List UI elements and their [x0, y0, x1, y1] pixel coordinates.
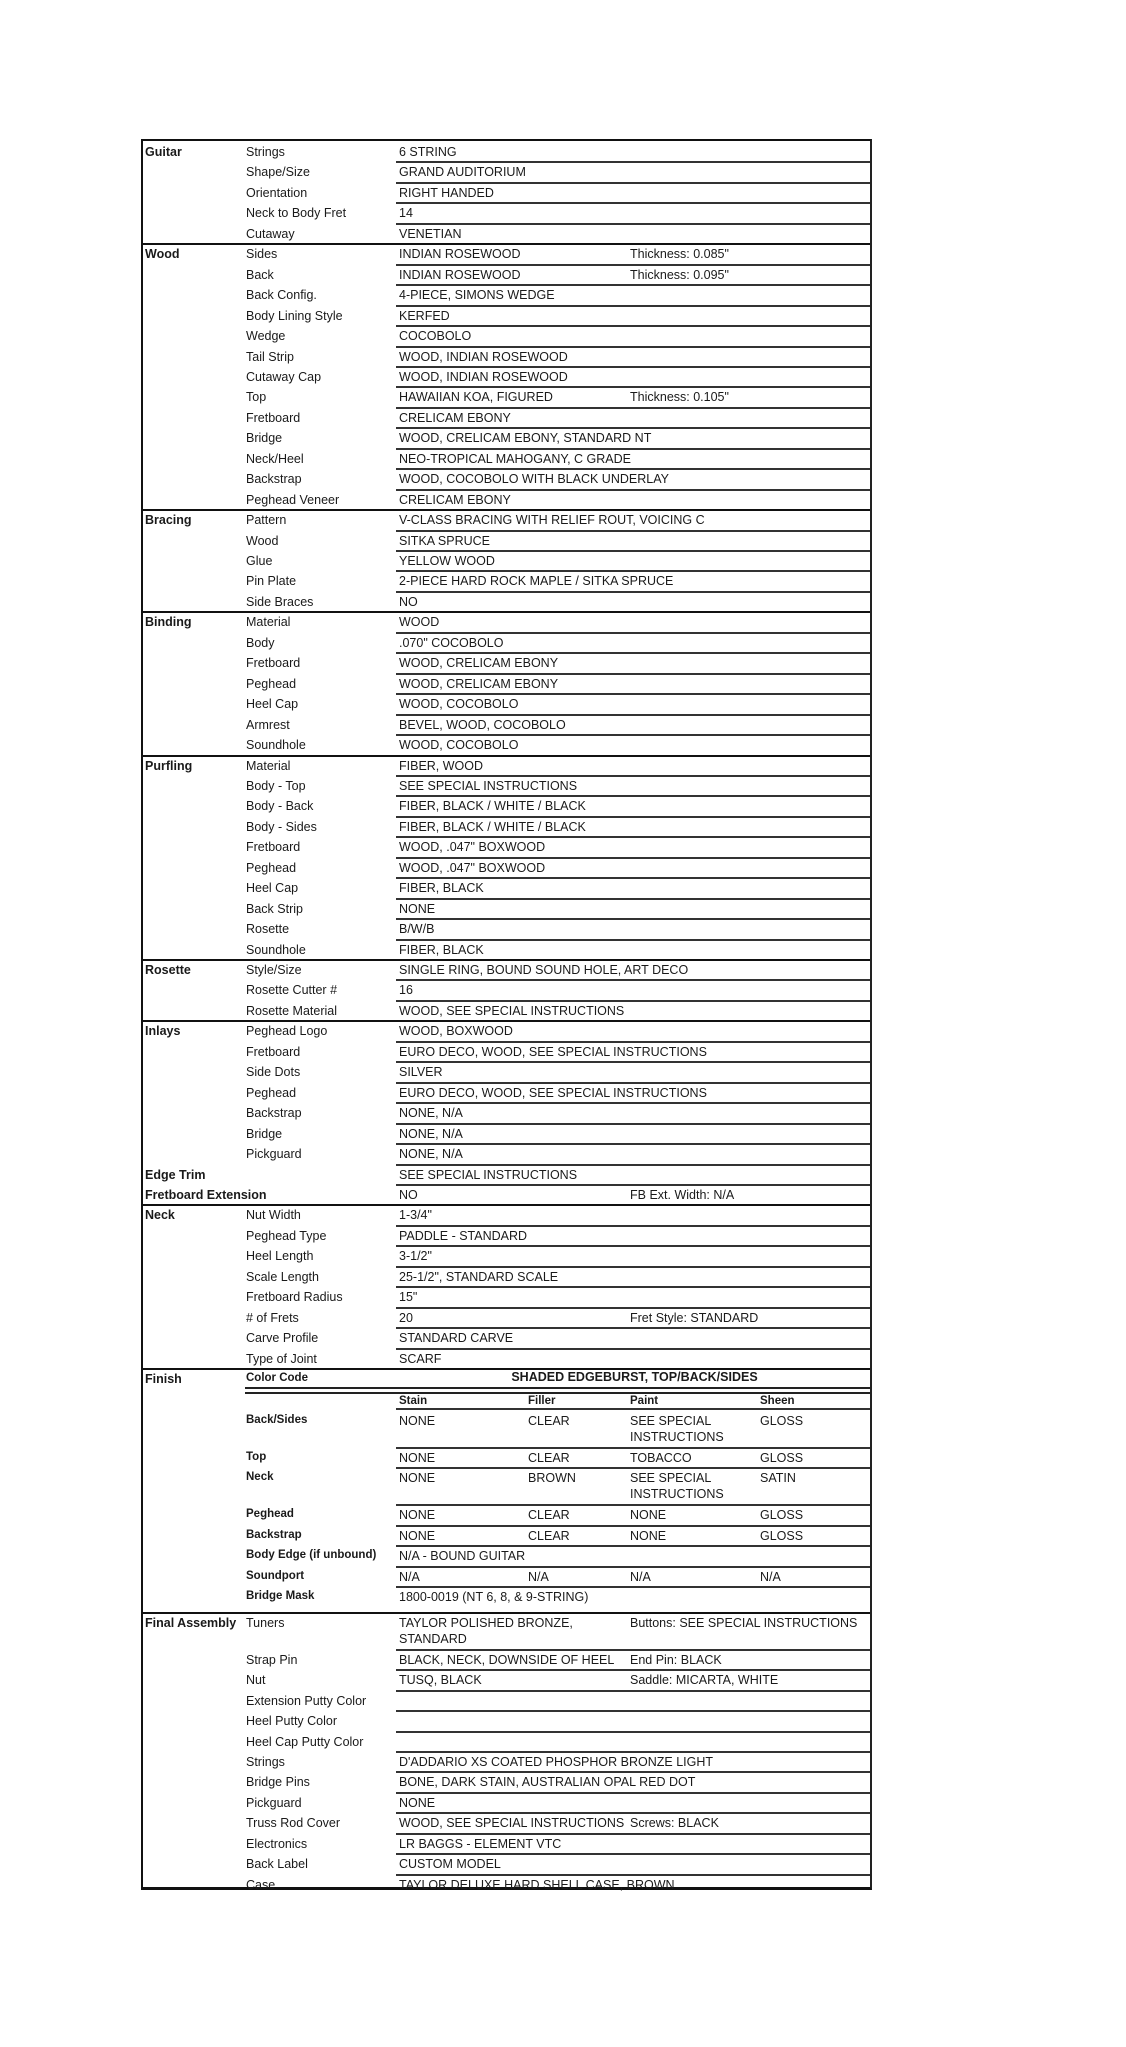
field-value: FIBER, BLACK: [399, 942, 484, 957]
section-divider: [143, 243, 870, 245]
field-label: Body Lining Style: [246, 308, 343, 323]
field-value: WOOD, SEE SPECIAL INSTRUCTIONS: [399, 1003, 625, 1018]
finish-cell: NONE: [399, 1451, 436, 1465]
field-label: Fretboard: [246, 410, 301, 425]
row-underline: [396, 1586, 870, 1588]
finish-row-label: Neck: [246, 1471, 274, 1484]
field-value-secondary: Saddle: MICARTA, WHITE: [630, 1673, 779, 1688]
field-value: D'ADDARIO XS COATED PHOSPHOR BRONZE LIGHT: [399, 1754, 714, 1769]
field-value: CRELICAM EBONY: [399, 492, 511, 507]
field-label: Pin Plate: [246, 574, 297, 589]
row-underline: [396, 1833, 870, 1835]
field-label: Carve Profile: [246, 1331, 319, 1346]
field-value: B/W/B: [399, 922, 435, 937]
row-underline: [396, 182, 870, 184]
row-underline: [396, 1000, 870, 1002]
field-value-secondary: Screws: BLACK: [630, 1816, 719, 1831]
finish-cell: GLOSS: [760, 1451, 804, 1465]
field-label: Wedge: [246, 329, 286, 344]
field-label: Tuners: [246, 1615, 285, 1630]
field-value-secondary: Thickness: 0.085": [630, 247, 729, 262]
finish-cell: CLEAR: [528, 1451, 570, 1465]
field-value: WOOD, SEE SPECIAL INSTRUCTIONS: [399, 1816, 625, 1831]
finish-cell: NONE: [399, 1528, 436, 1543]
field-value: NONE, N/A: [399, 1147, 463, 1162]
field-label: Heel Cap Putty Color: [246, 1734, 364, 1749]
field-label: Electronics: [246, 1836, 308, 1851]
field-label: # of Frets: [246, 1310, 299, 1325]
row-underline: [396, 1061, 870, 1063]
field-value: 14: [399, 206, 413, 221]
section-title-purfling: Purfling: [145, 758, 193, 773]
row-underline: [396, 775, 870, 777]
row-underline: [396, 1751, 870, 1753]
field-label: Fretboard: [246, 656, 301, 671]
field-value: TUSQ, BLACK: [399, 1673, 482, 1688]
field-label: Truss Rod Cover: [246, 1816, 341, 1831]
field-label: Nut: [246, 1673, 266, 1688]
field-value: HAWAIIAN KOA, FIGURED: [399, 390, 553, 405]
row-underline: [396, 795, 870, 797]
row-underline: [396, 1327, 870, 1329]
field-value: GRAND AUDITORIUM: [399, 165, 526, 180]
field-value: YELLOW WOOD: [399, 554, 495, 568]
finish-cell: CLEAR: [528, 1414, 570, 1428]
field-value: WOOD, CRELICAM EBONY, STANDARD NT: [399, 431, 652, 446]
field-label: Rosette Material: [246, 1003, 338, 1018]
row-underline: [396, 652, 870, 654]
field-value: 2-PIECE HARD ROCK MAPLE / SITKA SPRUCE: [399, 574, 674, 589]
row-underline: [396, 1812, 870, 1814]
guitar-spec-sheet: [141, 139, 872, 1890]
field-label: Bridge Pins: [246, 1775, 310, 1790]
field-label: Body - Back: [246, 799, 314, 814]
field-value: EURO DECO, WOOD, SEE SPECIAL INSTRUCTIONS: [399, 1085, 707, 1100]
field-value: TAYLOR POLISHED BRONZE, STANDARD: [399, 1615, 573, 1646]
field-value: BEVEL, WOOD, COCOBOLO: [399, 717, 566, 732]
row-underline: [396, 448, 870, 450]
section-title-neck: Neck: [145, 1208, 175, 1223]
field-value: WOOD, COCOBOLO: [399, 738, 519, 753]
field-label: Extension Putty Color: [246, 1693, 367, 1708]
field-label: Pickguard: [246, 1795, 302, 1810]
field-value: WOOD, COCOBOLO WITH BLACK UNDERLAY: [399, 472, 669, 487]
field-label: Side Dots: [246, 1065, 301, 1080]
field-value: CUSTOM MODEL: [399, 1857, 501, 1872]
field-label: Cutaway: [246, 226, 295, 241]
field-value-secondary: Fret Style: STANDARD: [630, 1310, 759, 1325]
field-value: VENETIAN: [399, 226, 462, 241]
field-label: Pickguard: [246, 1147, 302, 1162]
row-underline: [396, 1710, 870, 1712]
field-value: FIBER, WOOD: [399, 758, 484, 773]
row-underline: [396, 264, 870, 266]
section-title-binding: Binding: [145, 615, 192, 630]
field-label: Body - Top: [246, 778, 306, 793]
field-value: NO: [399, 1187, 418, 1202]
field-label: Fretboard: [246, 1044, 301, 1059]
row-underline: [396, 898, 870, 900]
field-value: WOOD, BOXWOOD: [399, 1024, 513, 1039]
field-value: STANDARD CARVE: [399, 1331, 514, 1346]
row-underline: [396, 1225, 870, 1227]
section-divider: [143, 959, 870, 961]
section-divider: [143, 755, 870, 757]
finish-cell: CLEAR: [528, 1508, 570, 1523]
field-value-secondary: Thickness: 0.095": [630, 267, 729, 282]
row-underline: [396, 857, 870, 859]
row-underline: [396, 427, 870, 429]
field-value: 1-3/4": [399, 1208, 432, 1223]
finish-header-underline: [396, 1408, 870, 1410]
field-value: WOOD, COCOBOLO: [399, 697, 519, 712]
row-underline: [396, 1792, 870, 1794]
field-value: INDIAN ROSEWOOD: [399, 267, 521, 282]
row-underline: [396, 1447, 870, 1449]
field-value: .070" COCOBOLO: [399, 635, 504, 650]
row-underline: [396, 1143, 870, 1145]
field-label: Shape/Size: [246, 165, 310, 180]
field-value: FIBER, BLACK: [399, 881, 484, 896]
row-underline: [396, 979, 870, 981]
field-value: EURO DECO, WOOD, SEE SPECIAL INSTRUCTIONS: [399, 1044, 707, 1059]
field-value: KERFED: [399, 308, 450, 323]
section-divider: [143, 1612, 870, 1614]
field-value: FIBER, BLACK / WHITE / BLACK: [399, 819, 586, 834]
field-label: Heel Cap: [246, 881, 299, 896]
row-underline: [396, 346, 870, 348]
field-value-secondary: End Pin: BLACK: [630, 1652, 722, 1667]
finish-cell: N/A: [760, 1569, 781, 1584]
field-value: 15": [399, 1290, 418, 1305]
section-divider: [143, 611, 870, 613]
finish-row-label: Backstrap: [246, 1528, 302, 1541]
finish-cell: GLOSS: [760, 1508, 804, 1523]
field-label: Soundhole: [246, 738, 306, 753]
field-value: COCOBOLO: [399, 329, 472, 344]
field-label: Body - Sides: [246, 819, 317, 834]
field-value: BLACK, NECK, DOWNSIDE OF HEEL: [399, 1652, 615, 1667]
row-underline: [396, 591, 870, 593]
row-underline: [396, 1566, 870, 1568]
row-underline: [396, 918, 870, 920]
field-label: Scale Length: [246, 1269, 319, 1284]
field-label: Type of Joint: [246, 1351, 317, 1366]
row-underline: [396, 1771, 870, 1773]
finish-column-header: Sheen: [760, 1395, 795, 1407]
field-value: PADDLE - STANDARD: [399, 1228, 528, 1243]
section-divider: [143, 1020, 870, 1022]
row-underline: [396, 366, 870, 368]
field-value: SEE SPECIAL INSTRUCTIONS: [399, 778, 578, 793]
field-label: Bridge: [246, 431, 283, 446]
color-code-label: Color Code: [246, 1372, 308, 1384]
row-underline: [396, 632, 870, 634]
row-underline: [396, 1853, 870, 1855]
field-label: Strap Pin: [246, 1652, 298, 1667]
finish-row-label: Peghead: [246, 1508, 294, 1521]
finish-cell: NONE: [399, 1414, 436, 1428]
finish-row-label: Soundport: [246, 1569, 305, 1582]
finish-cell: SATIN: [760, 1471, 796, 1486]
field-label: Fretboard Radius: [246, 1290, 343, 1305]
field-label: Bridge: [246, 1126, 283, 1141]
field-label: Rosette Cutter #: [246, 983, 338, 998]
field-label: Peghead: [246, 676, 297, 691]
row-underline: [396, 550, 870, 552]
field-label: Fretboard: [246, 840, 301, 855]
field-label: Cutaway Cap: [246, 369, 322, 384]
field-value: 4-PIECE, SIMONS WEDGE: [399, 288, 555, 303]
field-value: NEO-TROPICAL MAHOGANY, C GRADE: [399, 451, 631, 466]
row-underline: [396, 693, 870, 695]
field-value: 6 STRING: [399, 145, 457, 159]
field-value: 20: [399, 1310, 413, 1325]
row-underline: [396, 325, 870, 327]
finish-cell: NONE: [399, 1508, 436, 1523]
section-title-final-assembly: Final Assembly: [145, 1615, 237, 1630]
section-title-wood: Wood: [145, 247, 180, 262]
field-value: 16: [399, 983, 413, 998]
row-underline: [396, 1184, 870, 1186]
row-underline: [396, 734, 870, 736]
field-label: Soundhole: [246, 942, 306, 957]
color-code-value: SHADED EDGEBURST, TOP/BACK/SIDES: [511, 1370, 758, 1384]
field-value: WOOD, .047" BOXWOOD: [399, 840, 546, 855]
finish-column-header: Paint: [630, 1395, 659, 1407]
field-value-secondary: FB Ext. Width: N/A: [630, 1187, 735, 1202]
field-label: Back Label: [246, 1857, 308, 1872]
field-label: Back Strip: [246, 901, 303, 916]
finish-cell: TOBACCO: [630, 1451, 692, 1465]
field-value: WOOD, CRELICAM EBONY: [399, 656, 559, 671]
finish-column-header: Filler: [528, 1395, 556, 1407]
field-value: SEE SPECIAL INSTRUCTIONS: [399, 1167, 578, 1182]
finish-column-header: Stain: [399, 1395, 428, 1407]
field-value: WOOD, INDIAN ROSEWOOD: [399, 369, 568, 384]
field-label: Style/Size: [246, 963, 302, 977]
field-value: 25-1/2", STANDARD SCALE: [399, 1269, 559, 1284]
row-underline: [396, 530, 870, 532]
row-underline: [396, 1348, 870, 1350]
field-label: Wood: [246, 533, 279, 548]
finish-row-label: Back/Sides: [246, 1414, 308, 1426]
row-underline: [396, 1545, 870, 1547]
finish-cell: CLEAR: [528, 1528, 570, 1543]
row-underline: [396, 223, 870, 225]
finish-row-label: Bridge Mask: [246, 1590, 315, 1603]
row-underline: [396, 1245, 870, 1247]
row-underline: [396, 1669, 870, 1671]
field-value: V-CLASS BRACING WITH RELIEF ROUT, VOICING C: [399, 513, 705, 528]
field-value: NONE, N/A: [399, 1126, 463, 1141]
field-value: WOOD, .047" BOXWOOD: [399, 860, 546, 875]
finish-cell: N/A: [528, 1569, 549, 1584]
field-value: 3-1/2": [399, 1249, 432, 1264]
row-underline: [396, 1123, 870, 1125]
row-underline: [396, 489, 870, 491]
field-value-secondary: Buttons: SEE SPECIAL INSTRUCTIONS: [630, 1615, 858, 1630]
field-value: SILVER: [399, 1065, 443, 1080]
field-value: WOOD, CRELICAM EBONY: [399, 676, 559, 691]
row-underline: [396, 1467, 870, 1469]
row-underline: [396, 1874, 870, 1876]
field-value: CRELICAM EBONY: [399, 410, 511, 425]
field-value: SCARF: [399, 1351, 442, 1366]
row-underline: [396, 284, 870, 286]
finish-cell: SEE SPECIAL INSTRUCTIONS: [630, 1471, 724, 1502]
row-underline: [396, 1286, 870, 1288]
row-underline: [396, 468, 870, 470]
field-value: LR BAGGS - ELEMENT VTC: [399, 1836, 562, 1851]
field-value: NONE: [399, 1795, 436, 1810]
finish-row-label: Body Edge (if unbound): [246, 1549, 377, 1562]
field-value: NONE: [399, 901, 436, 916]
field-label: Heel Cap: [246, 697, 299, 712]
section-title-edge-trim: Edge Trim: [145, 1167, 206, 1182]
field-value: NO: [399, 594, 418, 609]
field-label: Rosette: [246, 922, 290, 937]
field-label: Side Braces: [246, 594, 314, 609]
field-label: Heel Length: [246, 1249, 314, 1264]
row-underline: [396, 714, 870, 716]
row-underline: [396, 1690, 870, 1692]
field-label: Sides: [246, 247, 278, 262]
row-underline: [396, 386, 870, 388]
field-value: SITKA SPRUCE: [399, 533, 490, 548]
row-underline: [396, 161, 870, 163]
row-underline: [396, 407, 870, 409]
row-underline: [396, 1525, 870, 1527]
field-label: Tail Strip: [246, 349, 294, 364]
section-title-finish: Finish: [145, 1372, 182, 1386]
field-label: Nut Width: [246, 1208, 301, 1223]
finish-row-label: Top: [246, 1451, 267, 1463]
row-underline: [396, 570, 870, 572]
field-value: INDIAN ROSEWOOD: [399, 247, 521, 262]
finish-cell: GLOSS: [760, 1528, 804, 1543]
field-value-secondary: Thickness: 0.105": [630, 390, 729, 405]
section-title-fretboard-extension: Fretboard Extension: [145, 1187, 267, 1202]
finish-row-value: N/A - BOUND GUITAR: [399, 1549, 526, 1564]
row-underline: [396, 673, 870, 675]
finish-cell: NONE: [630, 1508, 667, 1523]
field-label: Orientation: [246, 185, 308, 200]
finish-cell: N/A: [630, 1569, 651, 1584]
row-underline: [396, 305, 870, 307]
section-divider: [143, 1204, 870, 1206]
row-underline: [396, 1649, 870, 1651]
row-underline: [396, 939, 870, 941]
field-label: Neck to Body Fret: [246, 206, 347, 221]
finish-cell: NONE: [630, 1528, 667, 1543]
field-label: Case: [246, 1877, 276, 1892]
section-title-rosette: Rosette: [145, 963, 191, 977]
section-divider: [143, 509, 870, 511]
field-label: Peghead Type: [246, 1228, 327, 1243]
finish-cell: SEE SPECIAL INSTRUCTIONS: [630, 1414, 724, 1444]
field-label: Peghead Logo: [246, 1024, 328, 1039]
field-label: Peghead: [246, 860, 297, 875]
field-label: Neck/Heel: [246, 451, 304, 466]
row-underline: [396, 1164, 870, 1166]
field-value: RIGHT HANDED: [399, 185, 494, 200]
field-label: Top: [246, 390, 267, 405]
row-underline: [396, 1082, 870, 1084]
field-label: Material: [246, 758, 291, 773]
row-underline: [396, 1731, 870, 1733]
field-label: Glue: [246, 554, 273, 568]
row-underline: [396, 1102, 870, 1104]
section-title-inlays: Inlays: [145, 1024, 181, 1039]
section-title-bracing: Bracing: [145, 513, 192, 528]
field-value: BONE, DARK STAIN, AUSTRALIAN OPAL RED DOT: [399, 1775, 696, 1790]
finish-cell: BROWN: [528, 1471, 576, 1486]
field-label: Heel Putty Color: [246, 1714, 338, 1729]
field-label: Peghead: [246, 1085, 297, 1100]
field-label: Backstrap: [246, 1106, 302, 1121]
field-value: WOOD, INDIAN ROSEWOOD: [399, 349, 568, 364]
field-value: NONE, N/A: [399, 1106, 463, 1121]
finish-cell: GLOSS: [760, 1414, 804, 1428]
row-underline: [396, 202, 870, 204]
finish-cell: N/A: [399, 1569, 420, 1584]
row-underline: [396, 816, 870, 818]
field-value: FIBER, BLACK / WHITE / BLACK: [399, 799, 586, 814]
row-underline: [396, 1307, 870, 1309]
row-underline: [396, 1504, 870, 1506]
row-underline: [396, 877, 870, 879]
field-value: TAYLOR DELUXE HARD SHELL CASE, BROWN: [399, 1877, 675, 1892]
field-label: Back Config.: [246, 288, 317, 303]
row-underline: [396, 1041, 870, 1043]
field-label: Body: [246, 635, 275, 650]
section-title-guitar: Guitar: [145, 145, 182, 159]
field-label: Backstrap: [246, 472, 302, 487]
field-value: WOOD: [399, 615, 440, 630]
field-value: SINGLE RING, BOUND SOUND HOLE, ART DECO: [399, 963, 689, 977]
row-underline: [396, 1266, 870, 1268]
field-label: Back: [246, 267, 274, 282]
row-underline: [396, 836, 870, 838]
field-label: Material: [246, 615, 291, 630]
finish-row-value: 1800-0019 (NT 6, 8, & 9-STRING): [399, 1590, 589, 1605]
field-label: Peghead Veneer: [246, 492, 340, 507]
field-label: Armrest: [246, 717, 290, 732]
field-label: Pattern: [246, 513, 287, 528]
field-label: Strings: [246, 1754, 285, 1769]
field-label: Strings: [246, 145, 285, 159]
finish-cell: NONE: [399, 1471, 436, 1486]
